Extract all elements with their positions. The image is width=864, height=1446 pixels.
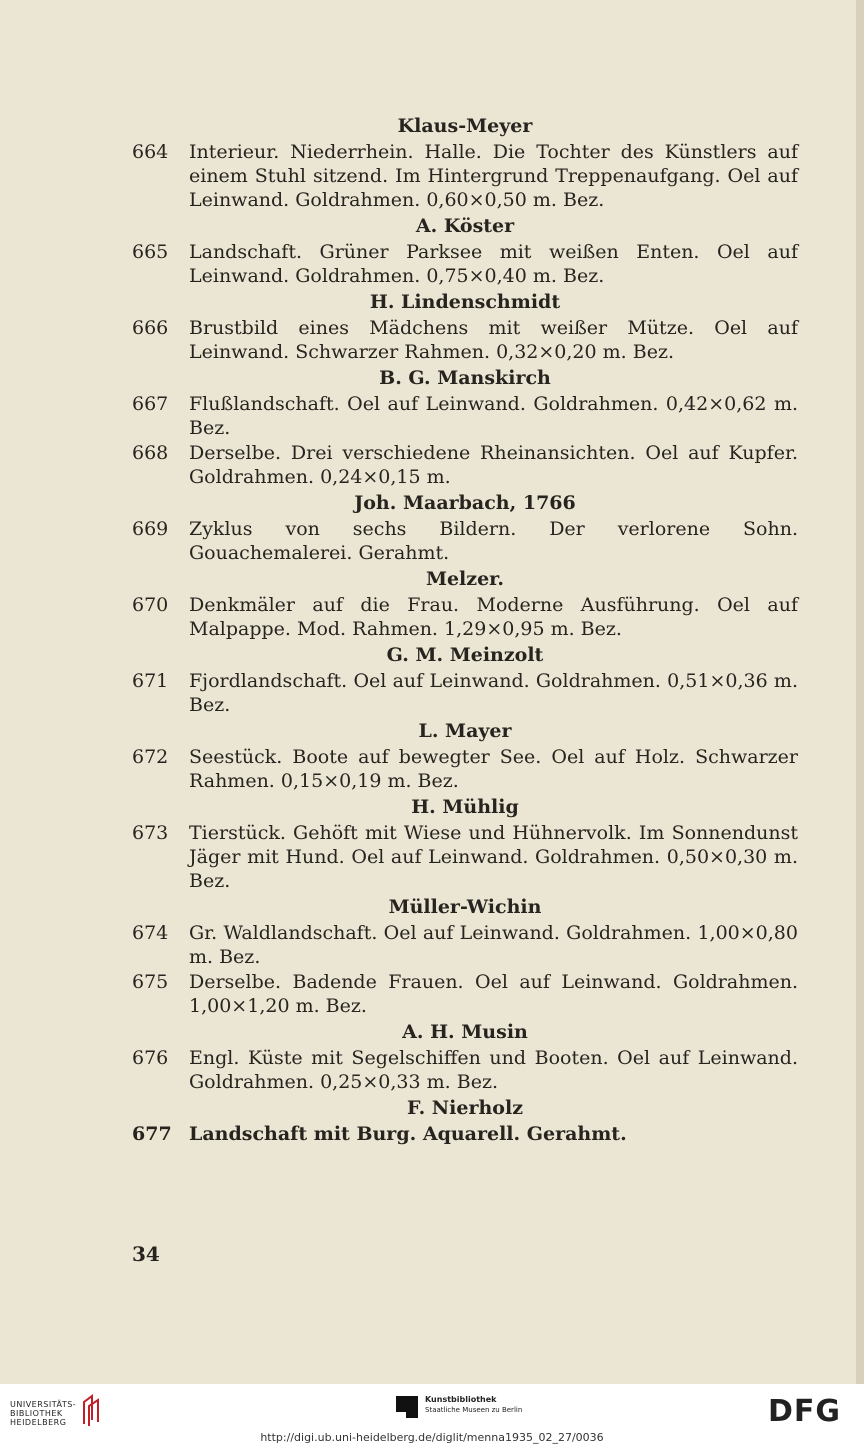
lot-description: Landschaft. Grüner Parksee mit weißen Enten. Oel auf Leinwand. Goldrahmen. 0,75×0,40 m. Bez. <box>189 241 798 287</box>
artist-heading: H. Mühlig <box>411 796 519 818</box>
permalink-url[interactable]: http://digi.ub.uni-heidelberg.de/diglit/menna1935_02_27/0036 <box>260 1431 604 1444</box>
artist-heading: A. H. Musin <box>402 1021 528 1043</box>
lot-number: 665 <box>132 241 169 263</box>
lot-description: Flußlandschaft. Oel auf Leinwand. Goldrahmen. 0,42×0,62 m. Bez. <box>189 393 798 439</box>
dfg-logo[interactable]: DFG <box>768 1394 842 1429</box>
artist-heading: Joh. Maarbach, 1766 <box>354 492 576 514</box>
university-line: UNIVERSITÄTS- <box>10 1400 77 1409</box>
university-seal-icon <box>80 1394 102 1428</box>
catalog-entry <box>132 240 798 288</box>
artist-heading: A. Köster <box>415 215 515 237</box>
lot-description: Derselbe. Badende Frauen. Oel auf Leinwand. Goldrahmen. 1,00×1,20 m. Bez. <box>189 971 798 1017</box>
lot-description: Derselbe. Drei verschiedene Rheinansichten. Oel auf Kupfer. Goldrahmen. 0,24×0,15 m. <box>189 442 798 488</box>
lot-description: Gr. Waldlandschaft. Oel auf Leinwand. Goldrahmen. 1,00×0,80 m. Bez. <box>189 922 798 968</box>
artist-heading: G. M. Meinzolt <box>386 644 544 666</box>
artist-heading: Melzer. <box>425 568 505 590</box>
catalog-entry <box>132 140 798 212</box>
catalog-entry <box>132 669 798 717</box>
catalog-entry <box>132 970 798 1018</box>
page-edge <box>856 0 864 1384</box>
catalog-entry <box>132 316 798 364</box>
catalog-entry <box>132 921 798 969</box>
lot-number: 668 <box>132 442 169 464</box>
footer-bar <box>0 1384 864 1446</box>
catalog-entry <box>132 517 798 565</box>
catalog-entry <box>132 441 798 489</box>
catalog-entry <box>132 1122 798 1146</box>
lot-number: 666 <box>132 317 169 339</box>
lot-number: 667 <box>132 393 169 415</box>
catalog-entry <box>132 821 798 893</box>
lot-number: 672 <box>132 746 169 768</box>
lot-description: Tierstück. Gehöft mit Wiese und Hühnervolk. Im Sonnendunst Jäger mit Hund. Oel auf Leinwand. Goldrahmen. 0,50×0,30 m. Bez. <box>189 822 798 892</box>
lot-number: 675 <box>132 971 169 993</box>
lot-description: Interieur. Niederrhein. Halle. Die Tochter des Künstlers auf einem Stuhl sitzend. Im Hintergrund Treppenaufgang. Oel auf Leinwand. Goldrahmen. 0,60×0,50 m. Bez. <box>189 141 798 211</box>
artist-heading: Müller-Wichin <box>388 896 542 918</box>
lot-number: 670 <box>132 594 169 616</box>
lot-number: 677 <box>132 1123 172 1145</box>
lot-description: Fjordlandschaft. Oel auf Leinwand. Goldrahmen. 0,51×0,36 m. Bez. <box>189 670 798 716</box>
kunstbibliothek-title[interactable]: Kunstbibliothek <box>425 1395 497 1404</box>
lot-description: Seestück. Boote auf bewegter See. Oel auf Holz. Schwarzer Rahmen. 0,15×0,19 m. Bez. <box>189 746 798 792</box>
catalog-entry <box>132 593 798 641</box>
catalog-content <box>132 112 798 1147</box>
artist-heading: Klaus-Meyer <box>397 115 533 137</box>
lot-number: 673 <box>132 822 169 844</box>
university-line: BIBLIOTHEK <box>10 1409 63 1418</box>
lot-description: Engl. Küste mit Segelschiffen und Booten. Oel auf Leinwand. Goldrahmen. 0,25×0,33 m. Bez. <box>189 1047 798 1093</box>
kunstbibliothek-logo-icon <box>396 1396 418 1418</box>
artist-heading: B. G. Manskirch <box>379 367 551 389</box>
catalog-entry <box>132 392 798 440</box>
lot-number: 664 <box>132 141 169 163</box>
page-number: 34 <box>132 1242 160 1266</box>
kunstbibliothek-subtitle: Staatliche Museen zu Berlin <box>425 1406 523 1414</box>
catalog-entry <box>132 745 798 793</box>
artist-heading: H. Lindenschmidt <box>369 291 561 313</box>
lot-description: Brustbild eines Mädchens mit weißer Mütze. Oel auf Leinwand. Schwarzer Rahmen. 0,32×0,20 m. Bez. <box>189 317 798 363</box>
university-library-logo[interactable] <box>10 1400 76 1427</box>
artist-heading: L. Mayer <box>418 720 512 742</box>
lot-number: 671 <box>132 670 169 692</box>
university-line: HEIDELBERG <box>10 1418 67 1427</box>
lot-number: 674 <box>132 922 169 944</box>
artist-heading: F. Nierholz <box>407 1097 523 1119</box>
lot-description: Landschaft mit Burg. Aquarell. Gerahmt. <box>189 1123 627 1145</box>
lot-description: Denkmäler auf die Frau. Moderne Ausführung. Oel auf Malpappe. Mod. Rahmen. 1,29×0,95 m. Bez. <box>189 594 798 640</box>
lot-description: Zyklus von sechs Bildern. Der verlorene Sohn. Gouachemalerei. Gerahmt. <box>189 518 798 564</box>
lot-number: 676 <box>132 1047 169 1069</box>
lot-number: 669 <box>132 518 169 540</box>
catalog-entry <box>132 1046 798 1094</box>
